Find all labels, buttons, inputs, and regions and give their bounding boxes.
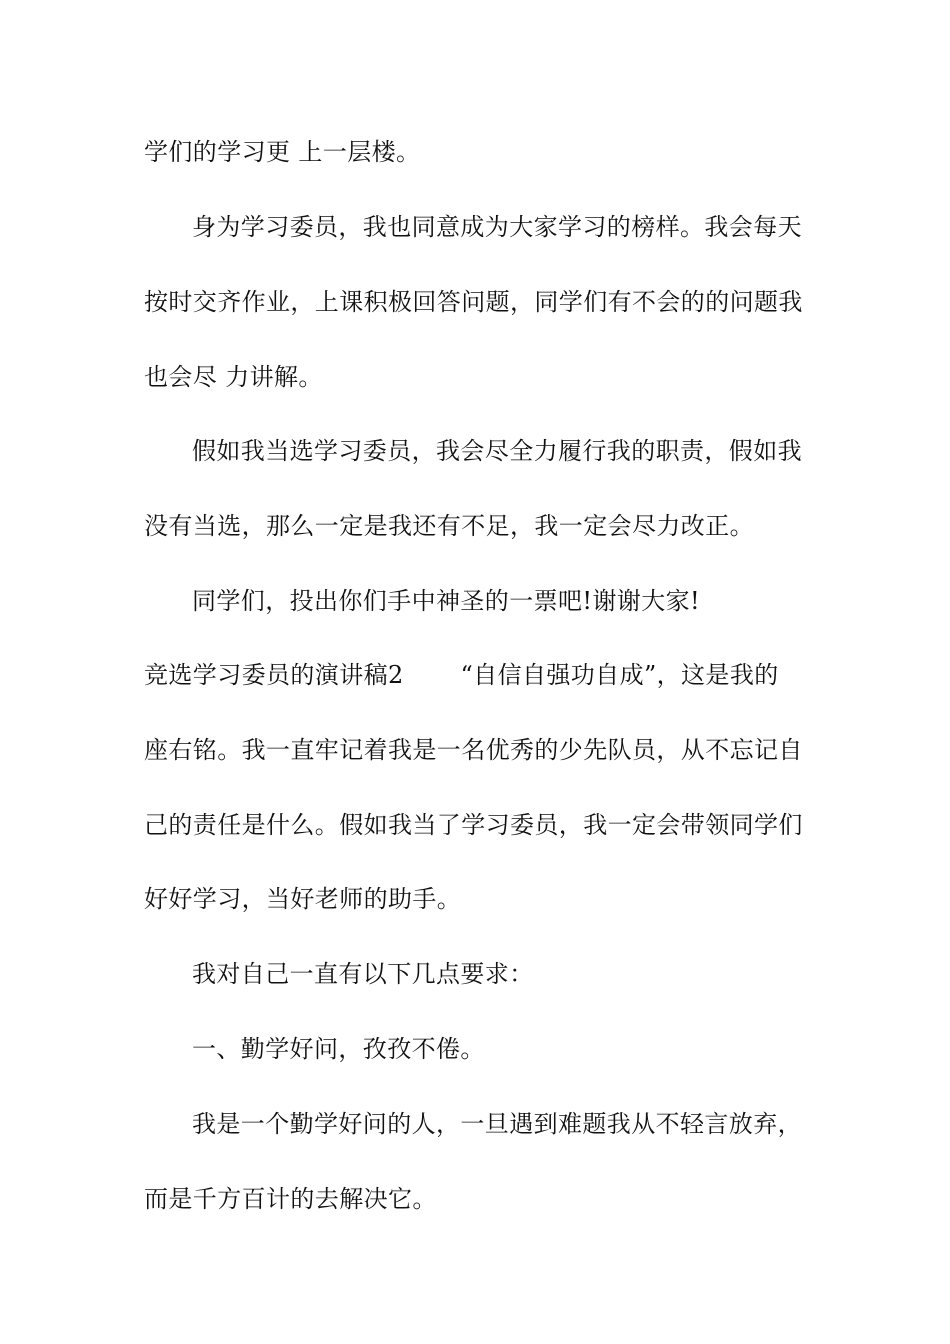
text-line: 同学们，投出你们手中神圣的一票吧!谢谢大家! [192,587,701,615]
text-line: 座右铭。我一直牢记着我是一名优秀的少先队员，从不忘记自 [144,736,803,764]
text-line: 没有当选，那么一定是我还有不足，我一定会尽力改正。 [144,512,754,540]
text-line: 己的责任是什么。假如我当了学习委员，我一定会带领同学们 [144,811,803,839]
text-line: 而是千方百计的去解决它。 [144,1185,437,1213]
text-line: 身为学习委员，我也同意成为大家学习的榜样。我会每天 [192,213,802,241]
text-line: 我是一个勤学好问的人，一旦遇到难题我从不轻言放弃， [192,1110,802,1138]
list-item: 一、勤学好问，孜孜不倦。 [192,1035,485,1063]
heading-line: 竞选学习委员的演讲稿2 “自信自强功自成”，这是我的 [144,661,779,689]
text-line: 学们的学习更 上一层楼。 [144,138,421,166]
text-line: 按时交齐作业，上课积极回答问题，同学们有不会的的问题我 [144,288,803,316]
text-line: 好好学习，当好老师的助手。 [144,885,462,913]
text-line: 假如我当选学习委员，我会尽全力履行我的职责，假如我 [192,437,802,465]
text-line: 也会尽 力讲解。 [144,363,323,391]
text-line: 我对自己一直有以下几点要求： [192,960,534,988]
